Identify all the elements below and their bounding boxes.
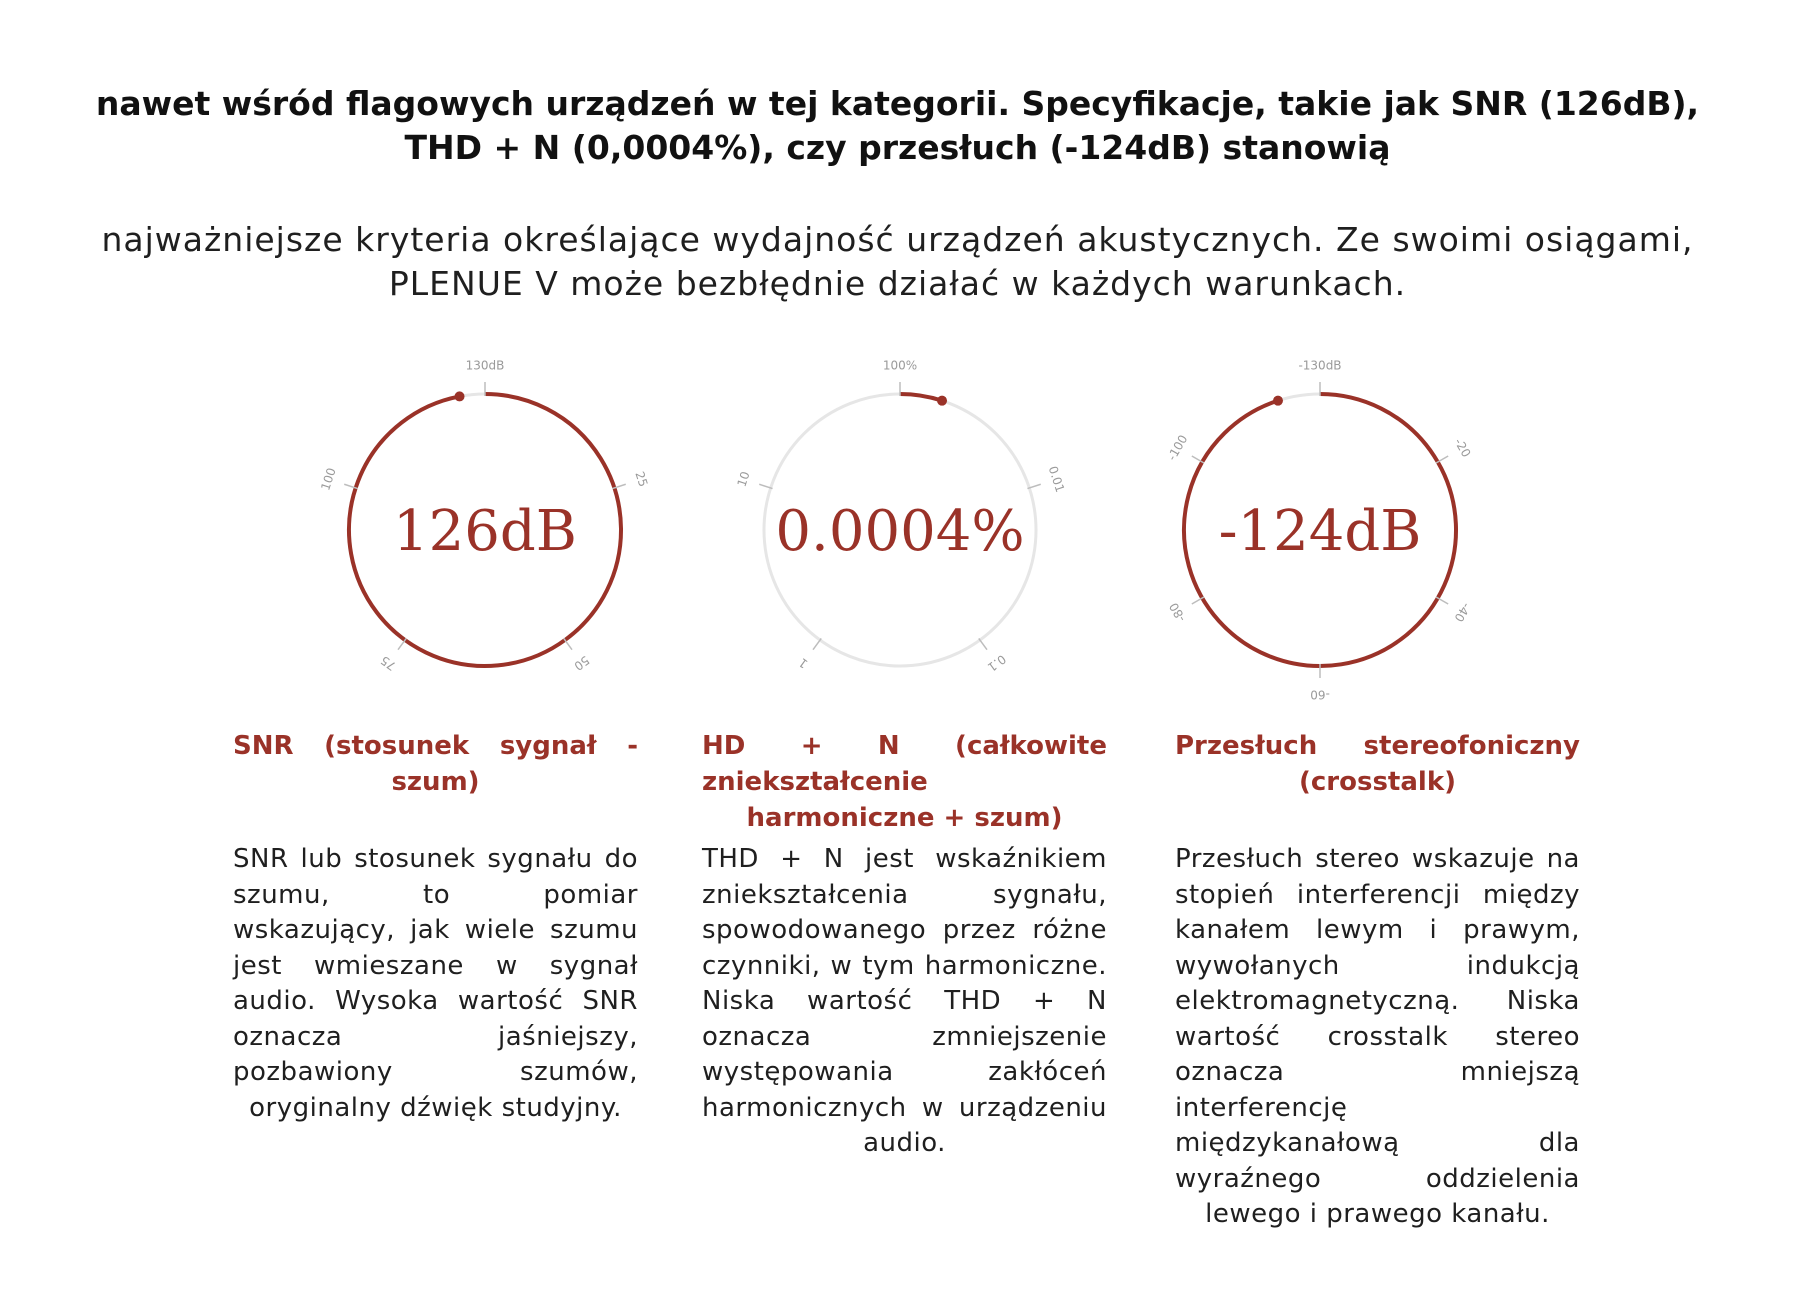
gauge-value: 126dB (393, 499, 577, 564)
gauge-tick-label: 10 (734, 469, 753, 489)
thd-gauge-svg (690, 340, 1110, 720)
gauge-tick-label: 0.1 (984, 651, 1009, 675)
gauge-tick-label: -80 (1166, 600, 1189, 625)
gauge-progress-dot (455, 391, 465, 401)
gauge-value: 0.0004% (775, 499, 1025, 564)
gauge-value: -124dB (1218, 499, 1422, 564)
gauge-tick-label: -100 (1164, 432, 1191, 464)
thd-title: HD + N (całkowite zniekształcenie harmoniczne + szum) (702, 731, 1107, 833)
gauge-tick (813, 638, 821, 649)
gauge-tick-label: -20 (1451, 435, 1474, 460)
snr-description: SNR lub stosunek sygnału do szumu, to pomiar wskazujący, jak wiele szumu jest wmieszane w sygnał audio. Wysoka wartość SNR oznacza jaśniejszy, pozbawiony szumów, oryginalny dźwięk studyjny. (233, 844, 638, 1123)
gauge-tick-label: 0.01 (1045, 464, 1068, 495)
gauge-progress-dot (937, 396, 947, 406)
crosstalk-title: Przesłuch stereofoniczny (crosstalk) (1175, 731, 1580, 797)
thd-gauge (690, 340, 1110, 720)
gauge-tick-label: 1 (796, 655, 811, 671)
gauge-progress-dot (1273, 396, 1283, 406)
thd-description: THD + N jest wskaźnikiem zniekształcenia sygnału, spowodowanego przez różne czynniki, w tym harmoniczne. Niska wartość THD + N oznacza zmniejszenie występowania zakłóceń harmonicznych w urządzeniu audio. (702, 844, 1107, 1158)
crosstalk-description: Przesłuch stereo wskazuje na stopień interferencji między kanałem lewym i prawym, wywołanych indukcją elektromagnetyczną. Niska wartość crosstalk stereo oznacza mniejszą interferencję międzykanałową dla wyraźnego oddzielenia lewego i prawego kanału. (1175, 844, 1580, 1229)
page-subheading: najważniejsze kryteria określające wydajność urządzeń akustycznych. Ze swoimi osiągami, PLENUE V może bezbłędnie działać w każdych warunkach. (101, 220, 1694, 303)
crosstalk-gauge-svg (1110, 340, 1530, 720)
gauge-tick-label: 100 (318, 466, 339, 493)
gauge-tick-label: -40 (1451, 600, 1474, 625)
gauge-tick-label: 75 (378, 652, 399, 674)
snr-gauge-svg (275, 340, 695, 720)
crosstalk-gauge (1110, 340, 1530, 720)
snr-gauge (275, 340, 695, 720)
page-heading: nawet wśród flagowych urządzeń w tej kategorii. Specyfikacje, takie jak SNR (126dB), THD + N (0,0004%), czy przesłuch (-124dB) stanowią (95, 84, 1700, 167)
gauge-tick-label: -130dB (1298, 358, 1342, 373)
gauge-tick-label: 25 (632, 469, 651, 489)
gauge-tick-label: 50 (571, 652, 592, 674)
snr-title: SNR (stosunek sygnał - szum) (233, 731, 638, 797)
gauge-tick-label: -60 (1310, 687, 1330, 702)
gauge-progress-arc (900, 394, 942, 401)
gauge-tick-label: 100% (882, 358, 918, 373)
gauge-tick-label: 130dB (465, 358, 505, 373)
gauge-tick (979, 638, 987, 649)
